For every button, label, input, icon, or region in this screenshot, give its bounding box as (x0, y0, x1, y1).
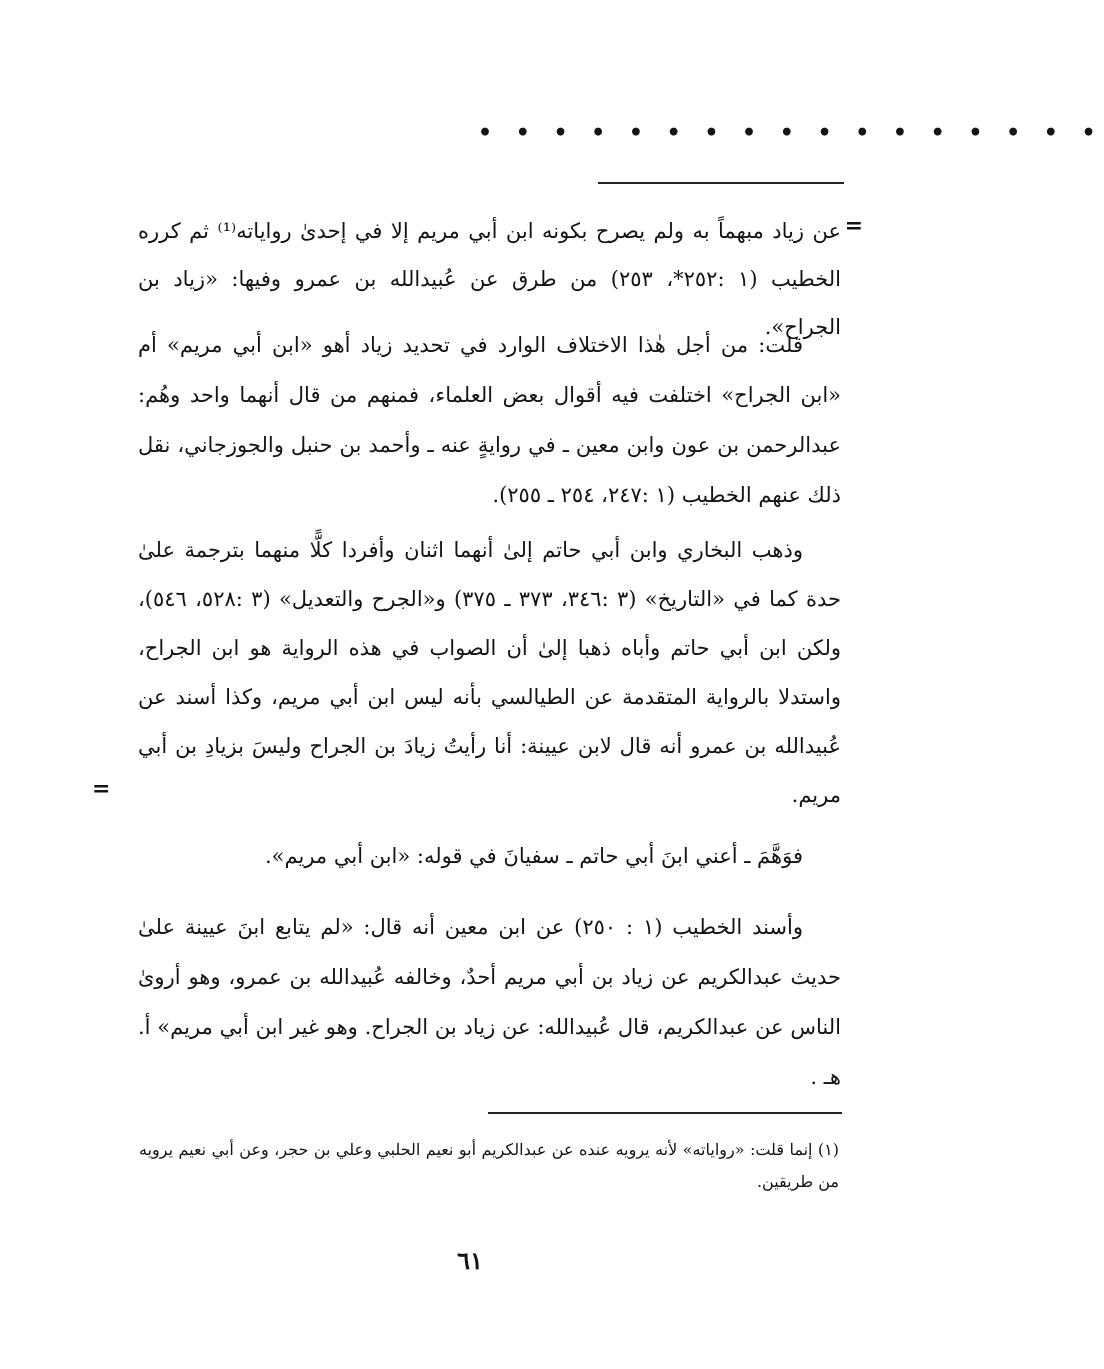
paragraph-text: وذهب البخاري وابن أبي حاتم إلىٰ أنهما اثنان وأفردا كلًّا منهما بترجمة علىٰ حدة كما في «التاريخ» (٣ :٣٤٦، ٣٧٣ ـ ٣٧٥) و«الجرح والتعديل» (٣ :٥٢٨، ٥٤٦)، ولكن ابن أبي حاتم وأباه ذهبا إلىٰ أن الصواب في هذه الرواية هو ابن الجراح، واستدلا بالرواية المتقدمة عن الطيالسي بأنه ليس ابن أبي مريم، وكذا أسند عن عُبيدالله بن عمرو أنه قال لابن عيينة: أنا رأيتُ زيادَ بن الجراح وليسَ بزيادِ بن أبي مريم. (138, 538, 841, 807)
footnote: (١) إنما قلت: «رواياته» لأنه يرويه عنده عن عبدالكريم أبو نعيم الحلبي وعلي بن حجر، وعن أبي نعيم يرويه من طريقين. (139, 1140, 839, 1191)
continuation-mark-left: = (92, 776, 111, 802)
paragraph-2 (138, 526, 841, 820)
paragraph-text: قلت: من أجل هٰذا الاختلاف الوارد في تحديد زياد أهو «ابن أبي مريم» أم «ابن الجراح» اختلفت فيه أقوال بعض العلماء، فمنهم من قال أنهما واحد وهُم: عبدالرحمن بن عون وابن معين ـ في روايةٍ عنه ـ وأحمد بن حنبل والجوزجاني، نقل ذلك عنهم الخطيب (١ :٢٤٧، ٢٥٤ ـ ٢٥٥). (138, 333, 841, 507)
footnote-divider (488, 1112, 842, 1114)
top-divider (598, 182, 844, 184)
paragraph-3 (138, 832, 841, 880)
page-number: ٦١ (457, 1246, 483, 1275)
intro-paragraph: عن زياد مبهماً به ولم يصرح بكونه ابن أبي مريم إلا في إحدىٰ رواياته⁽¹⁾ ثم كرره الخطيب (١ :٢٥٢*، ٢٥٣) من طرق عن عُبيدالله بن عمرو وفيها: «زياد بن الجراح». (138, 219, 841, 339)
paragraph-4 (138, 902, 841, 1102)
paragraph-1 (138, 320, 841, 520)
dotted-ornament: • • • • • • • • • • • • • • • • • (478, 120, 1104, 146)
paragraph-text: وأسند الخطيب (١ : ٢٥٠) عن ابن معين أنه قال: «لم يتابع ابنَ عيينة علىٰ حديث عبدالكريم عن زياد بن أبي مريم أحدٌ، وخالفه عُبيدالله بن عمرو، وهو أروىٰ الناس عن عبدالكريم، قال عُبيدالله: عن زياد بن الجراح. وهو غير ابن أبي مريم» أ. هـ . (138, 915, 841, 1089)
continuation-mark-right: = (844, 213, 863, 239)
paragraph-text: فوَهَّمَ ـ أعني ابنَ أبي حاتم ـ سفيانَ في قوله: «ابن أبي مريم». (264, 844, 803, 868)
